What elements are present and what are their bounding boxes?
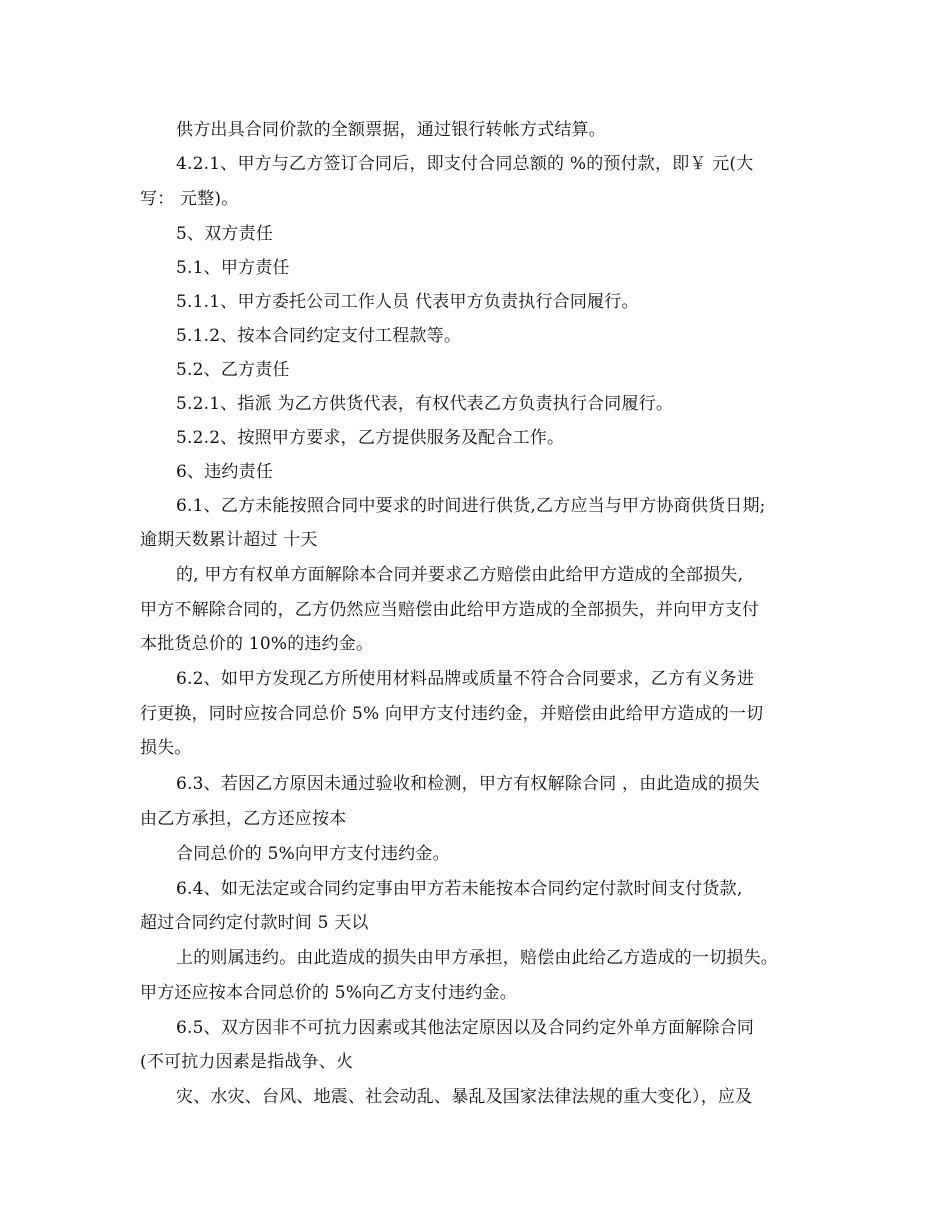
text-line: 5.2.1、指派 为乙方供货代表，有权代表乙方负责执行合同履行。 — [176, 394, 674, 414]
section-heading: 6、违约责任 — [176, 462, 274, 482]
text-line: 上的则属违约。由此造成的损失由甲方承担，赔偿由此给乙方造成的一切损失。 — [176, 948, 778, 968]
text-line: 灾、水灾、台风、地震、社会动乱、暴乱及国家法律法规的重大变化），应及 — [176, 1087, 753, 1107]
subsection-heading: 5.2、乙方责任 — [176, 360, 290, 380]
subsection-heading: 5.1、甲方责任 — [176, 258, 290, 278]
text-line: 本批货总价的 10%的违约金。 — [140, 634, 374, 654]
text-line: 4.2.1、甲方与乙方签订合同后，即支付合同总额的 %的预付款，即￥ 元(大 — [176, 154, 754, 174]
section-heading: 5、双方责任 — [176, 224, 274, 244]
text-line: 6.5、双方因非不可抗力因素或其他法定原因以及合同约定外单方面解除合同 — [176, 1018, 755, 1038]
text-line: 行更换，同时应按合同总价 5% 向甲方支付违约金，并赔偿由此给甲方造成的一切 — [140, 704, 764, 724]
text-line: 损失。 — [140, 738, 192, 758]
text-line: 6.1、乙方未能按照合同中要求的时间进行供货,乙方应当与甲方协商供货日期; — [176, 496, 766, 516]
text-line: 甲方不解除合同的，乙方仍然应当赔偿由此给甲方造成的全部损失，并向甲方支付 — [140, 600, 760, 620]
text-line: 的, 甲方有权单方面解除本合同并要求乙方赔偿由此给甲方造成的全部损失, — [176, 565, 744, 585]
text-line: 6.2、如甲方发现乙方所使用材料品牌或质量不符合合同要求，乙方有义务进 — [176, 669, 755, 689]
text-line: 由乙方承担，乙方还应按本 — [140, 809, 347, 829]
text-line: 合同总价的 5%向甲方支付违约金。 — [176, 844, 450, 864]
text-line: 5.1.1、甲方委托公司工作人员 代表甲方负责执行合同履行。 — [176, 292, 639, 312]
text-line: 逾期天数累计超过 十天 — [140, 530, 318, 550]
text-line: (不可抗力因素是指战争、火 — [140, 1052, 354, 1072]
text-line: 5.2.2、按照甲方要求，乙方提供服务及配合工作。 — [176, 428, 565, 448]
text-line: 6.4、如无法定或合同约定事由甲方若未能按本合同约定付款时间支付货款, — [176, 879, 743, 899]
text-line: 超过合同约定付款时间 5 天以 — [140, 913, 369, 933]
text-line: 甲方还应按本合同总价的 5%向乙方支付违约金。 — [140, 983, 517, 1003]
text-line: 供方出具合同价款的全额票据，通过银行转帐方式结算。 — [176, 120, 606, 140]
text-line: 5.1.2、按本合同约定支付工程款等。 — [176, 326, 462, 346]
text-line: 6.3、若因乙方原因未通过验收和检测，甲方有权解除合同 ，由此造成的损失 — [176, 774, 760, 794]
text-line: 写： 元整)。 — [140, 189, 239, 209]
